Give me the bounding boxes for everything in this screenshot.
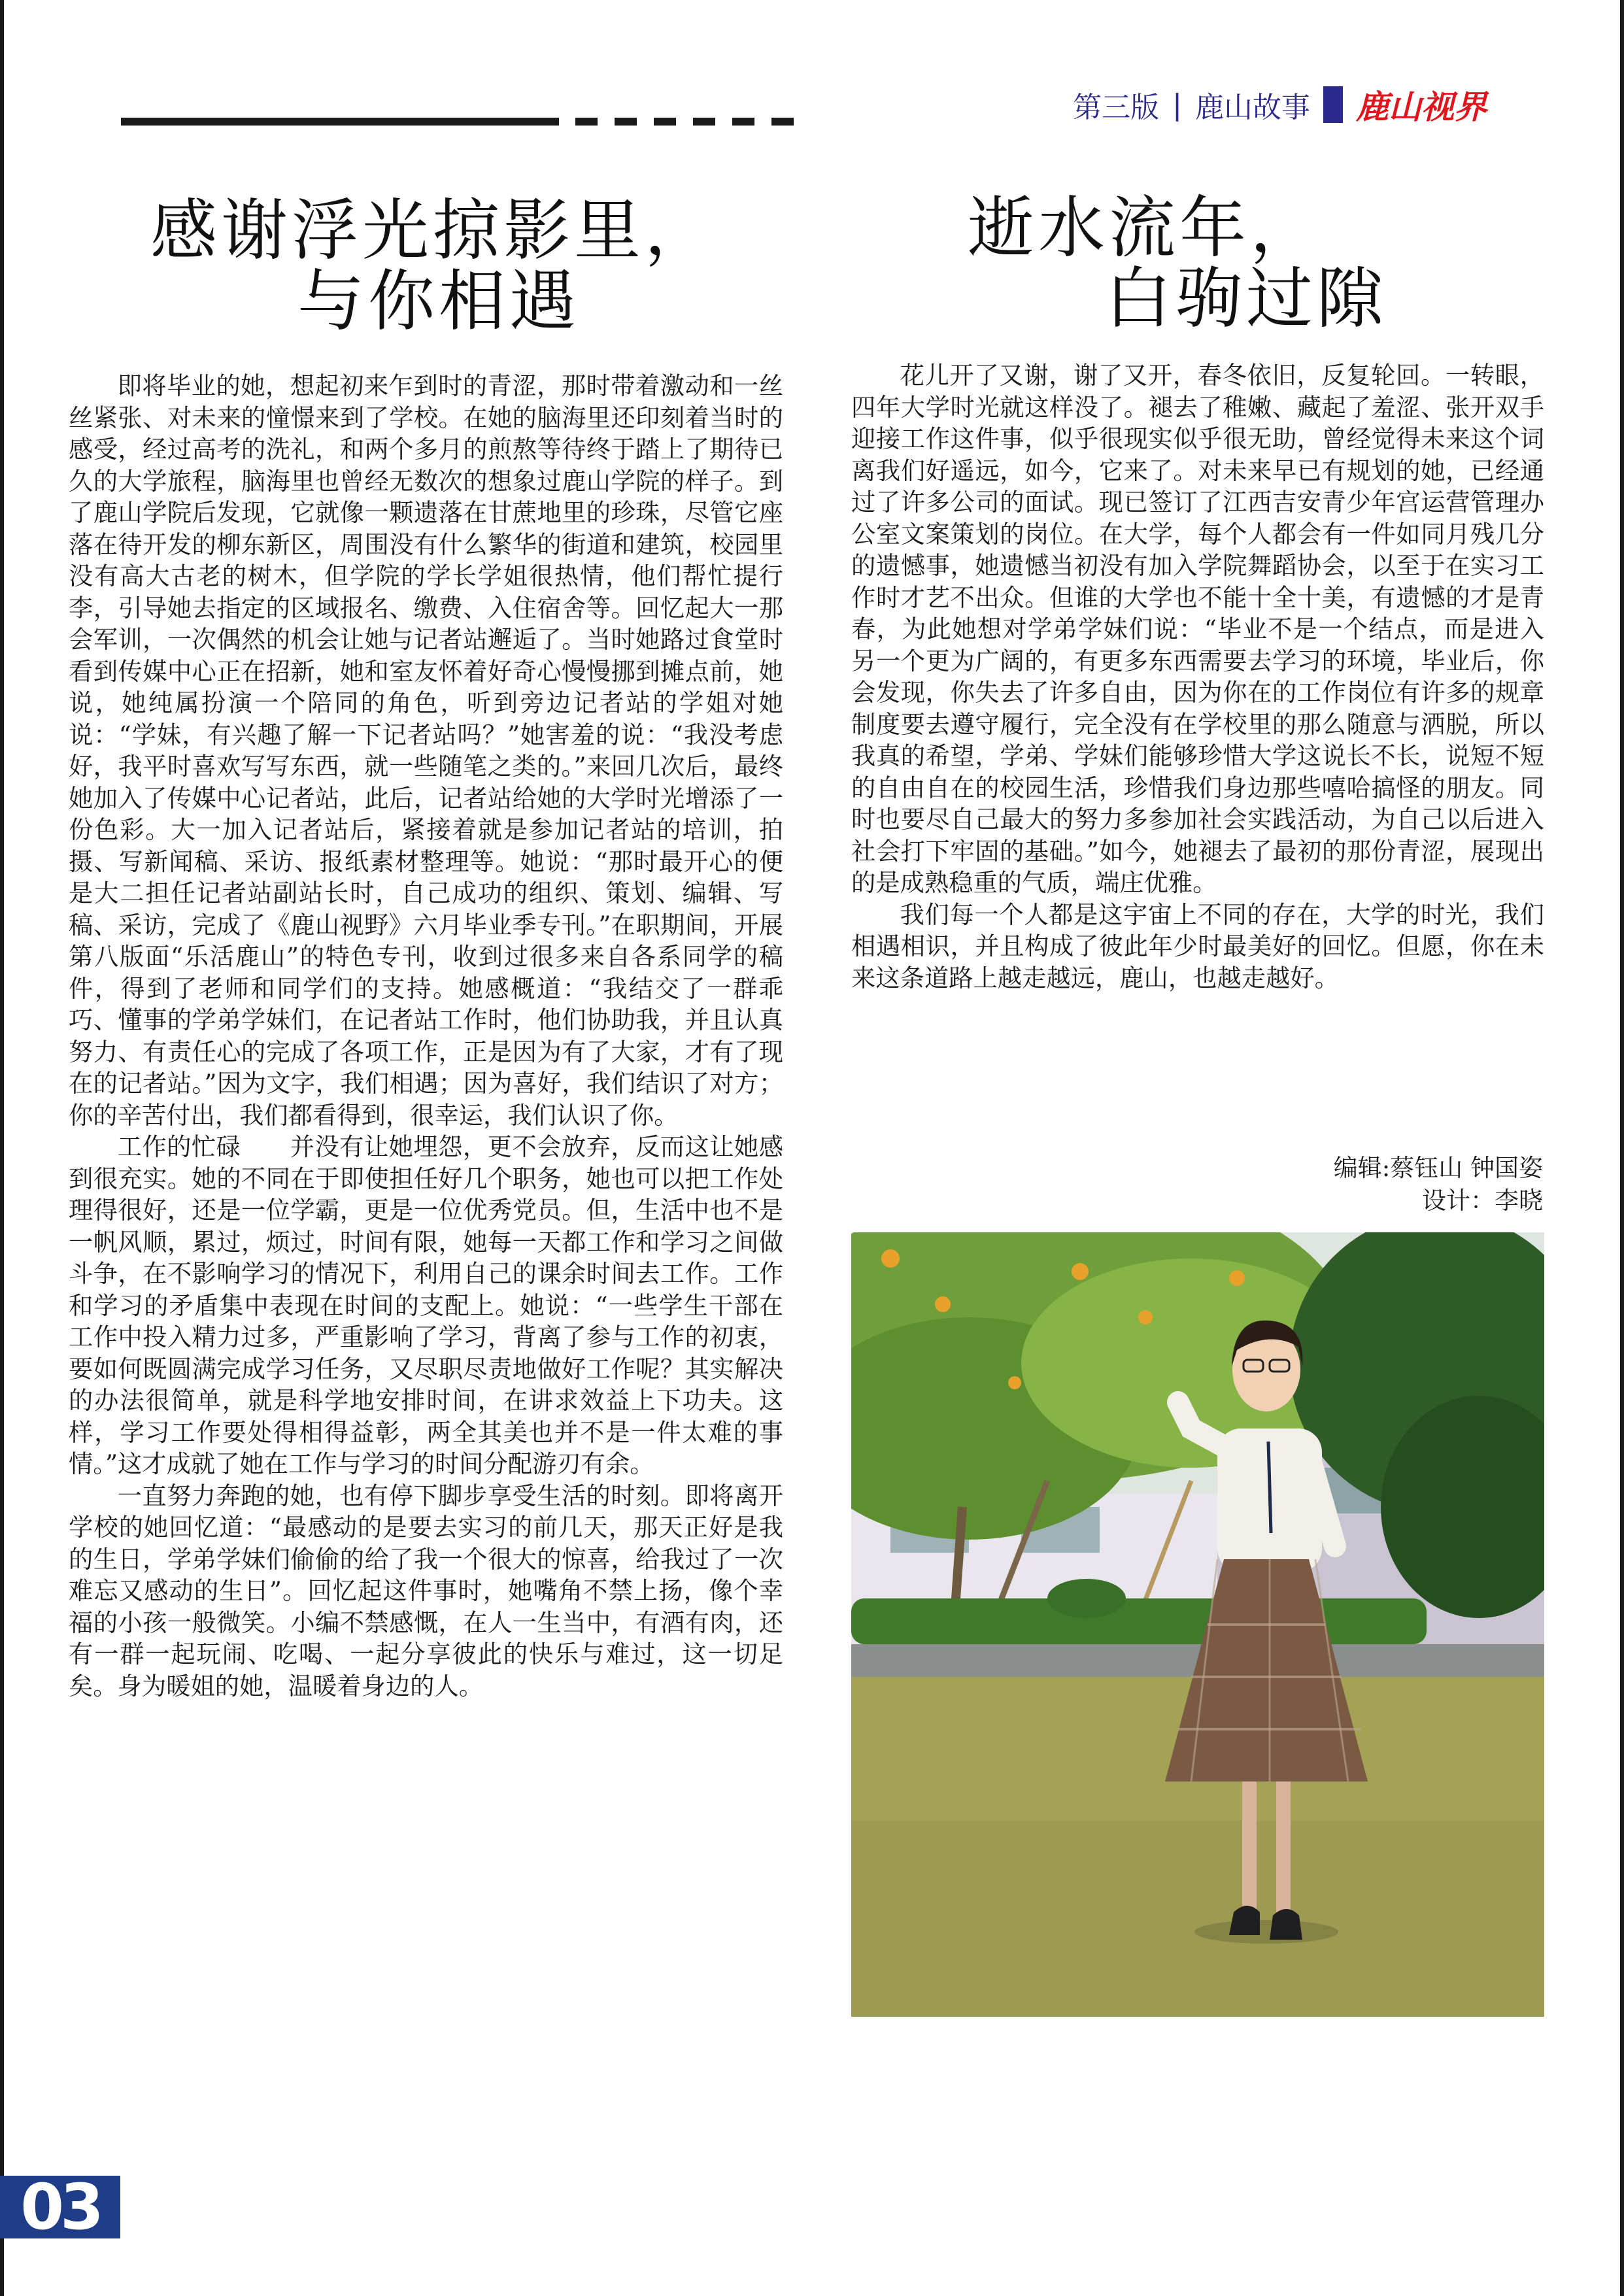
left-article-body <box>69 370 783 1702</box>
left-title-line2: 与你相遇 <box>297 263 580 341</box>
right-paragraph-1: 花儿开了又谢，谢了又开，春冬依旧，反复轮回。一转眼，四年大学时光就这样没了。褪去了稚嫩、藏起了羞涩、张开双手迎接工作这件事，似乎很现实似乎很无助，曾经觉得未来这个词离我们好遥远，如今，它来了。对未来早已有规划的她，已经通过了许多公司的面试。现已签订了江西吉安青少年宫运营管理办公室文案策划的岗位。在大学，每个人都会有一件如同月残几分的遗憾事，她遗憾当初没有加入学院舞蹈协会，以至于在实习工作时才艺不出众。但谁的大学也不能十全十美，有遗憾的才是青春，为此她想对学弟学妹们说：“毕业不是一个结点，而是进入另一个更为广阔的，有更多东西需要去学习的环境，毕业后，你会发现，你失去了许多自由，因为你在的工作岗位有许多的规章制度要去遵守履行，完全没有在学校里的那么随意与洒脱，所以我真的希望，学弟、学妹们能够珍惜大学这说长不长，说短不短的自由自在的校园生活，珍惜我们身边那些嘻哈搞怪的朋友。同时也要尽自己最大的努力多参加社会实践活动，为自己以后进入社会打下牢固的基础。”如今，她褪去了最初的那份青涩，展现出的是成熟稳重的气质，端庄优雅。 <box>851 361 1544 897</box>
header-rule <box>121 118 559 126</box>
running-header <box>1073 81 1487 128</box>
left-paragraph-3: 一直努力奔跑的她，也有停下脚步享受生活的时刻。即将离开学校的她回忆道：“最感动的是要去实习的前几天，那天正好是我的生日，学弟学妹们偷偷的给了我一个很大的惊喜，给我过了一次难忘又感动的生日”。回忆起这件事时，她嘴角不禁上扬，像个幸福的小孩一般微笑。小编不禁感慨，在人一生当中，有酒有肉，还有一群一起玩闹、吃喝、一起分享彼此的快乐与难过，这一切足矣。身为暖姐的她，温暖着身边的人。 <box>69 1481 783 1700</box>
page-border-right <box>1620 0 1624 2296</box>
magazine-logo: 鹿山视界 <box>1356 88 1487 126</box>
right-title-line1: 逝水流年， <box>968 190 1321 267</box>
right-paragraph-2: 我们每一个人都是这宇宙上不同的存在，大学的时光，我们相遇相识，并且构成了彼此年少时最美好的回忆。但愿，你在未来这条道路上越走越远，鹿山，也越走越好。 <box>851 900 1544 992</box>
header-separator: | <box>1172 88 1182 122</box>
page-border-left <box>0 0 4 2296</box>
right-title-line2: 白驹过隙 <box>1105 260 1387 338</box>
portrait-photo <box>851 1232 1544 2017</box>
page-number-badge <box>0 2170 120 2244</box>
credits <box>1334 1152 1543 1217</box>
designer-credit: 设计：李晓 <box>1422 1187 1543 1215</box>
editor-credit: 编辑:蔡钰山 钟国姿 <box>1333 1154 1543 1182</box>
left-title-line1: 感谢浮光掠影里， <box>150 192 715 270</box>
portrait-photo-illustration <box>851 1232 1544 2017</box>
section-label: 鹿山故事 <box>1195 91 1310 124</box>
page-number: 03 <box>20 2170 100 2244</box>
edition-label: 第三版 <box>1073 91 1160 124</box>
left-paragraph-2: 工作的忙碌 并没有让她埋怨，更不会放弃，反而这让她感到很充实。她的不同在于即使担任好几个职务，她也可以把工作处理得很好，还是一位学霸，更是一位优秀党员。但，生活中也不是一帆风顺，累过，烦过，时间有限，她每一天都工作和学习之间做斗争，在不影响学习的情况下，利用自己的课余时间去工作。工作和学习的矛盾集中表现在时间的支配上。她说：“一些学生干部在工作中投入精力过多，严重影响了学习，背离了参与工作的初衷，要如何既圆满完成学习任务，又尽职尽责地做好工作呢？其实解决的办法很简单，就是科学地安排时间，在讲求效益上下功夫。这样，学习工作要处得相得益彰，两全其美也并不是一件太难的事情。”这才成就了她在工作与学习的时间分配游刃有余。 <box>69 1132 783 1478</box>
header-dashes <box>575 118 794 126</box>
header-block-mark <box>1323 86 1343 123</box>
right-article-body <box>851 360 1544 994</box>
left-paragraph-1: 即将毕业的她，想起初来乍到时的青涩，那时带着激动和一丝丝紧张、对未来的憧憬来到了学校。在她的脑海里还印刻着当时的感受，经过高考的洗礼，和两个多月的煎熬等待终于踏上了期待已久的大学旅程，脑海里也曾经无数次的想象过鹿山学院的样子。到了鹿山学院后发现，它就像一颗遗落在甘蔗地里的珍珠，尽管它座落在待开发的柳东新区，周围没有什么繁华的街道和建筑，校园里没有高大古老的树木，但学院的学长学姐很热情，他们帮忙提行李，引导她去指定的区域报名、缴费、入住宿舍等。回忆起大一那会军训，一次偶然的机会让她与记者站邂逅了。当时她路过食堂时看到传媒中心正在招新，她和室友怀着好奇心慢慢挪到摊点前，她说，她纯属扮演一个陪同的角色，听到旁边记者站的学姐对她说：“学妹，有兴趣了解一下记者站吗？”她害羞的说：“我没考虑好，我平时喜欢写写东西，就一些随笔之类的。”来回几次后，最终她加入了传媒中心记者站，此后，记者站给她的大学时光增添了一份色彩。大一加入记者站后，紧接着就是参加记者站的培训，拍摄、写新闻稿、采访、报纸素材整理等。她说：“那时最开心的便是大二担任记者站副站长时，自己成功的组织、策划、编辑、写稿、采访，完成了《鹿山视野》六月毕业季专刊。”在职期间，开展第八版面“乐活鹿山”的特色专刊，收到过很多来自各系同学的稿件，得到了老师和同学们的支持。她感概道：“我结交了一群乖巧、懂事的学弟学妹们，在记者站工作时，他们协助我，并且认真努力、有责任心的完成了各项工作，正是因为有了大家，才有了现在的记者站。”因为文字，我们相遇；因为喜好，我们结识了对方；你的辛苦付出，我们都看得到，很幸运，我们认识了你。 <box>69 371 783 1130</box>
